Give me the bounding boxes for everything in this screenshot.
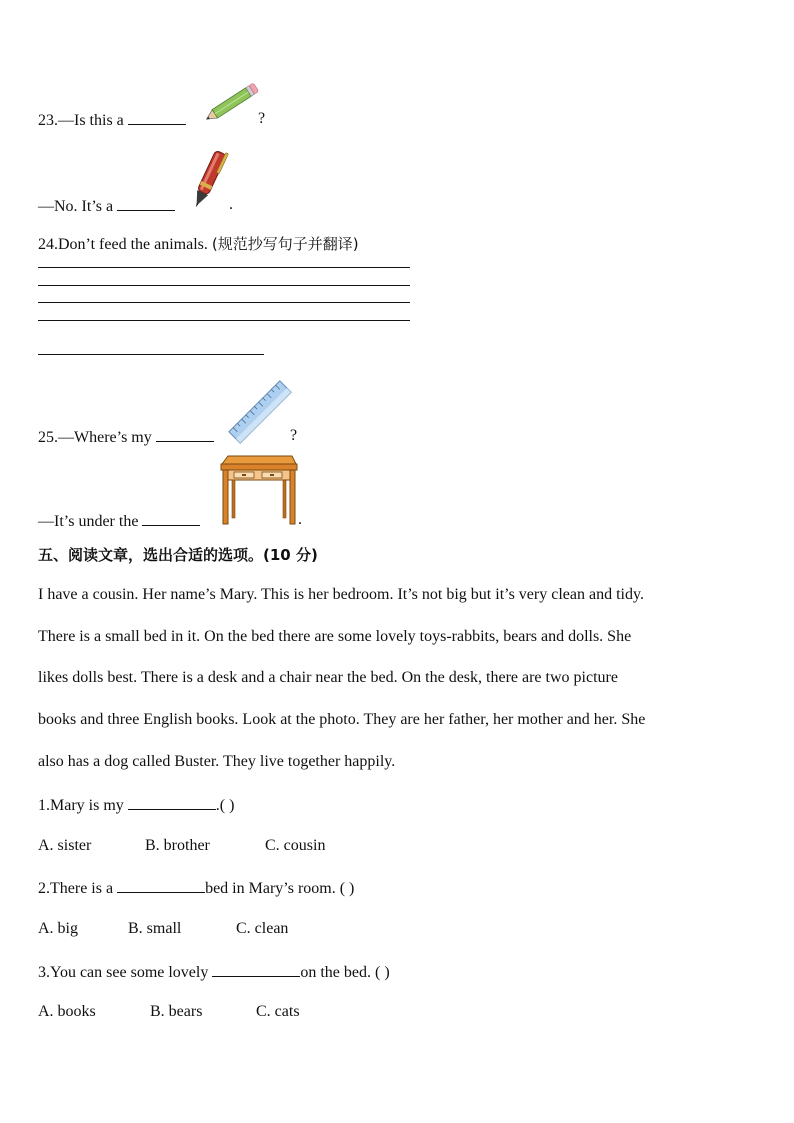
q25-answer-prompt: —It’s under the bbox=[38, 513, 139, 530]
q23-answer-prompt: —No. It’s a bbox=[38, 198, 114, 215]
reading-question-2 bbox=[38, 878, 354, 898]
q24-instruction: (规范抄写句子并翻译) bbox=[211, 235, 359, 253]
q25-blank-2[interactable] bbox=[142, 511, 200, 526]
q23-line1 bbox=[38, 110, 186, 130]
question-blank[interactable] bbox=[128, 795, 216, 810]
q25-blank-1[interactable] bbox=[156, 427, 214, 442]
question-answer-paren: .( ) bbox=[215, 797, 235, 814]
q23-line2 bbox=[38, 196, 175, 216]
q23-number: 23. bbox=[38, 112, 58, 129]
option-b[interactable]: B. small bbox=[128, 920, 182, 937]
q24-writing-line-2[interactable] bbox=[38, 285, 410, 286]
question-stem: 1.Mary is my bbox=[38, 797, 124, 814]
q24-sentence: Don’t feed the animals. bbox=[58, 236, 208, 253]
q24-number: 24. bbox=[38, 236, 58, 253]
q24-translation-line[interactable] bbox=[38, 354, 264, 355]
pen-icon bbox=[188, 146, 230, 212]
question-blank[interactable] bbox=[212, 962, 300, 977]
q23-qmark: ? bbox=[258, 110, 266, 127]
q25-line2 bbox=[38, 511, 200, 531]
q23-blank-2[interactable] bbox=[117, 196, 175, 211]
question-answer-paren: bed in Mary’s room. ( ) bbox=[205, 880, 355, 897]
q25-period: . bbox=[298, 511, 302, 528]
q23-period: . bbox=[229, 196, 233, 213]
passage-line-4: books and three English books. Look at the photo. They are her father, her mother and her. She bbox=[38, 711, 646, 728]
option-a[interactable]: A. big bbox=[38, 920, 78, 937]
passage-line-1: I have a cousin. Her name’s Mary. This is her bedroom. It’s not big but it’s very clean and tidy. bbox=[38, 586, 644, 603]
reading-question-3 bbox=[38, 962, 390, 982]
q25-prompt: —Where’s my bbox=[58, 429, 152, 446]
q24-writing-line-1[interactable] bbox=[38, 267, 410, 268]
option-b[interactable]: B. brother bbox=[145, 837, 210, 854]
passage-line-3: likes dolls best. There is a desk and a chair near the bed. On the desk, there are two picture bbox=[38, 669, 618, 686]
option-c[interactable]: C. cats bbox=[256, 1003, 300, 1020]
q25-qmark: ? bbox=[290, 427, 298, 444]
question-stem: 3.You can see some lovely bbox=[38, 964, 209, 981]
desk-icon bbox=[218, 452, 298, 526]
ruler-icon bbox=[228, 380, 292, 444]
q23-blank-1[interactable] bbox=[128, 110, 186, 125]
q24-writing-line-3[interactable] bbox=[38, 302, 410, 303]
q23-prompt: —Is this a bbox=[58, 112, 124, 129]
option-c[interactable]: C. clean bbox=[236, 920, 289, 937]
question-answer-paren: on the bed. ( ) bbox=[300, 964, 390, 981]
option-a[interactable]: A. sister bbox=[38, 837, 92, 854]
q24-prompt bbox=[38, 233, 359, 254]
option-c[interactable]: C. cousin bbox=[265, 837, 326, 854]
q25-line1 bbox=[38, 427, 214, 447]
pencil-icon bbox=[198, 82, 262, 126]
reading-question-1 bbox=[38, 795, 234, 815]
question-blank[interactable] bbox=[117, 878, 205, 893]
passage-line-2: There is a small bed in it. On the bed there are some lovely toys-rabbits, bears and dolls. She bbox=[38, 628, 632, 645]
option-a[interactable]: A. books bbox=[38, 1003, 96, 1020]
option-b[interactable]: B. bears bbox=[150, 1003, 203, 1020]
question-stem: 2.There is a bbox=[38, 880, 114, 897]
q24-writing-line-4[interactable] bbox=[38, 320, 410, 321]
passage-line-5: also has a dog called Buster. They live together happily. bbox=[38, 753, 396, 770]
section5-title: 五、阅读文章，选出合适的选项。(10 分) bbox=[38, 546, 318, 564]
q25-number: 25. bbox=[38, 429, 58, 446]
